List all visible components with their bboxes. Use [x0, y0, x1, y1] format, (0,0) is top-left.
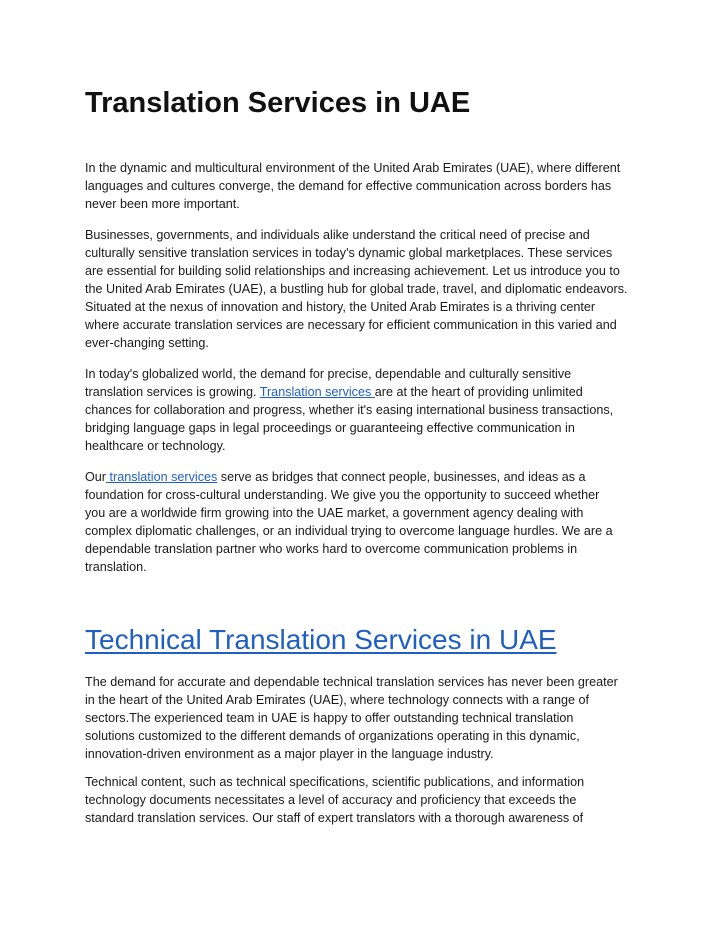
paragraph-line: bridging language gaps in legal proceedings or guaranteeing effective communication in	[85, 421, 575, 435]
page-title: Translation Services in UAE	[85, 87, 471, 119]
intro-paragraph	[85, 159, 640, 213]
technical-translation-heading-link[interactable]: Technical Translation Services in UAE	[85, 624, 557, 655]
paragraph-line: dependable translation partner who works hard to overcome communication problems in	[85, 542, 578, 556]
paragraph-line: the United Arab Emirates (UAE), a bustling hub for global trade, travel, and diplomatic endeavors.	[85, 282, 628, 296]
paragraph-line: are essential for building solid relationships and increasing achievement. Let us introduce you to	[85, 264, 620, 278]
paragraph-line: in the heart of the United Arab Emirates (UAE), where technology connects with a range of	[85, 693, 590, 707]
paragraph-line: In today's globalized world, the demand for precise, dependable and culturally sensitive	[85, 367, 572, 381]
paragraph-line: The demand for accurate and dependable technical translation services has never been greater	[85, 675, 618, 689]
paragraph-text: are at the heart of providing unlimited	[374, 385, 583, 399]
paragraph-line: solutions customized to the different demands of organizations operating in this dynamic,	[85, 729, 580, 743]
paragraph-line: ever-changing setting.	[85, 336, 209, 350]
paragraph-line	[85, 468, 640, 486]
technical-paragraph	[85, 673, 640, 763]
paragraph-line: sectors.The experienced team in UAE is happy to offer outstanding technical translation	[85, 711, 574, 725]
paragraph-line	[85, 383, 640, 401]
paragraph-text: Our	[85, 470, 106, 484]
paragraph-line: translation.	[85, 560, 147, 574]
technical-content-paragraph	[85, 773, 640, 827]
paragraph-text: translation services is growing.	[85, 385, 260, 399]
paragraph-line: where accurate translation services are necessary for efficient communication in this varied and	[85, 318, 617, 332]
intro-line: languages and cultures converge, the demand for effective communication across borders has	[85, 179, 612, 193]
paragraph-line: foundation for cross-cultural understanding. We give you the opportunity to succeed whether	[85, 488, 600, 502]
paragraph-line: culturally sensitive translation services in today's dynamic global marketplaces. These services	[85, 246, 613, 260]
section-heading-technical	[85, 622, 557, 658]
paragraph-line: complex diplomatic challenges, or an individual trying to overcome language hurdles. We are a	[85, 524, 613, 538]
paragraph-line: you are a worldwide firm growing into the UAE market, a government agency dealing with	[85, 506, 584, 520]
intro-line: never been more important.	[85, 197, 240, 211]
paragraph-line: Situated at the nexus of innovation and history, the United Arab Emirates is a thriving center	[85, 300, 596, 314]
paragraph-line: healthcare or technology.	[85, 439, 226, 453]
paragraph-line: Technical content, such as technical specifications, scientific publications, and information	[85, 775, 585, 789]
translation-services-link[interactable]: Translation services	[259, 385, 375, 399]
paragraph-text: serve as bridges that connect people, businesses, and ideas as a	[217, 470, 586, 484]
paragraph-line: standard translation services. Our staff of expert translators with a thorough awareness of	[85, 811, 584, 825]
intro-line: In the dynamic and multicultural environment of the United Arab Emirates (UAE), where different	[85, 161, 621, 175]
paragraph-line: technology documents necessitates a level of accuracy and proficiency that exceeds the	[85, 793, 577, 807]
paragraph-line: chances for collaboration and progress, whether it's easing international business transactions,	[85, 403, 614, 417]
bridges-paragraph	[85, 468, 640, 576]
paragraph-line: innovation-driven environment as a major player in the language industry.	[85, 747, 494, 761]
businesses-paragraph	[85, 226, 640, 352]
translation-services-link[interactable]: translation services	[106, 470, 218, 484]
paragraph-line: Businesses, governments, and individuals alike understand the critical need of precise and	[85, 228, 590, 242]
globalized-world-paragraph	[85, 365, 640, 455]
